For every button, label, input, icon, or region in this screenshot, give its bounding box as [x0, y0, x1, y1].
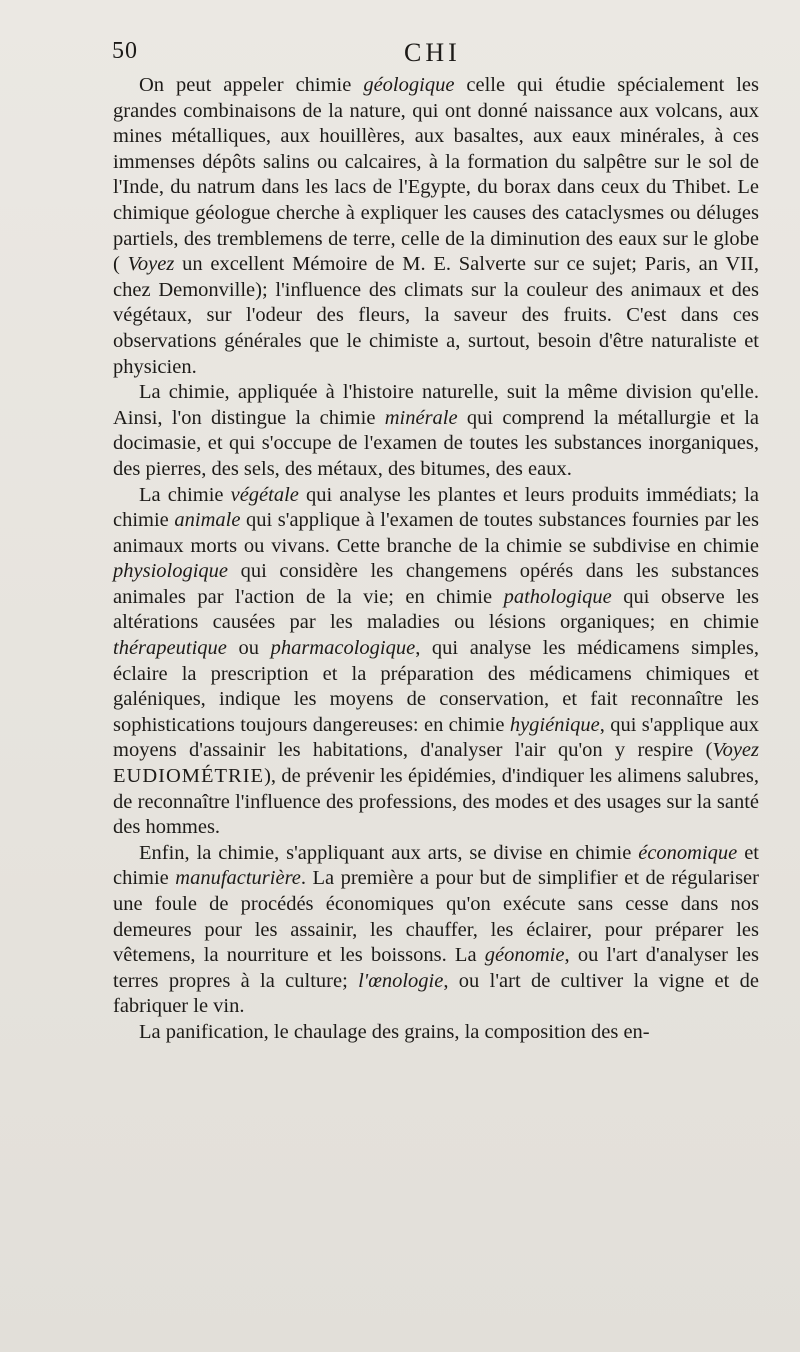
- text-run: . La première a pour but de simplifier et de régulariser une foule de procédés économiques qu'on exécute sans cesse dans nos demeures pour les assainir, les chauffer, les éclairer, pour préparer les vêtemens, la nourriture et les boissons. La: [113, 867, 759, 967]
- italic-term: physiologique: [113, 560, 229, 583]
- small-caps-reference: EUDIOMÉTRIE: [113, 765, 265, 788]
- italic-term: manufacturière: [175, 867, 301, 890]
- running-head: CHI: [404, 38, 461, 67]
- paragraph: [113, 1020, 759, 1046]
- italic-term: l'œnologie: [358, 969, 444, 992]
- text-run: qui comprend la métallurgie et la docimasie, et qui s'occupe de l'examen de toutes les substances inorganiques, des pierres, des sels, des métaux, des bitumes, des eaux.: [113, 406, 759, 480]
- text-run: Enfin, la chimie, s'appliquant aux arts, se divise en chimie: [139, 841, 639, 864]
- italic-term: géologique: [363, 74, 455, 96]
- italic-term: économique: [638, 841, 738, 864]
- italic-term: pathologique: [503, 585, 612, 608]
- text-run: qui observe les altérations causées par les maladies ou lésions organiques; en chimie: [113, 585, 759, 634]
- text-run: un excellent Mémoire de M. E. Salverte sur ce sujet; Paris, an VII, chez Demonville); l'influence des climats sur la couleur des animaux et des végétaux, sur l'odeur des fleurs, la saveur des fruits. C'est dans ces observations générales que le chimiste a, surtout, besoin d'être naturaliste et physicien.: [113, 253, 760, 378]
- italic-term: pharmacologique: [270, 637, 416, 660]
- text-run: , ou l'art de cultiver la vigne et de fabriquer le vin.: [113, 969, 759, 1018]
- italic-term: Voyez: [127, 253, 175, 276]
- text-run: ), de prévenir les épidémies, d'indiquer les alimens salubres, de reconnaître l'influence des professions, des modes et des usages sur la santé des hommes.: [113, 765, 759, 839]
- text-run: On peut appeler chimie: [139, 74, 364, 96]
- text-run: La chimie: [139, 483, 231, 506]
- paragraph: [113, 73, 759, 380]
- text-run: qui analyse les plantes et leurs produits immédiats; la chimie: [113, 483, 759, 532]
- text-run: , ou l'art d'analyser les terres propres à la culture;: [113, 944, 760, 992]
- text-run: celle qui étudie spécialement les grandes combinaisons de la nature, qui ont donné naissance aux volcans, aux mines métalliques, aux houillères, aux basaltes, aux eaux minérales, à ces immenses dépôts salins ou calcaires, à la formation du salpêtre sur le sol de l'Inde, du natrum dans les lacs de l'Egypte, du borax dans ceux du Thibet. Le chimique géologue cherche à expliquer les causes des cataclysmes ou déluges partiels, des tremblemens de terre, celle de la diminution des eaux sur le globe (: [113, 74, 760, 276]
- italic-term: géonomie: [484, 944, 565, 967]
- text-run: , qui analyse les médicamens simples, éclaire la prescription et la préparation des médicamens chimiques et galéniques, indique les moyens de conservation, et fait reconnaître les sophistications toujours dangereuses: en chimie: [113, 637, 759, 736]
- italic-term: minérale: [384, 406, 458, 429]
- text-run: ou: [226, 637, 271, 660]
- italic-term: thérapeutique: [113, 637, 227, 660]
- paragraph: [113, 483, 759, 841]
- italic-term: hygiénique: [509, 713, 600, 736]
- italic-term: animale: [174, 509, 241, 532]
- text-run: La panification, le chaulage des grains, la composition des en-: [139, 1020, 650, 1043]
- body-text: [113, 73, 759, 1046]
- text-run: et chimie: [113, 841, 759, 890]
- page-header: [112, 38, 768, 72]
- text-run: qui s'applique à l'examen de toutes substances fournies par les animaux morts ou vivans. Cette branche de la chimie se subdivise en chimie: [113, 509, 759, 557]
- text-run: , qui s'applique aux moyens d'assainir les habitations, d'analyser l'air qu'on y respire (: [113, 713, 759, 762]
- text-run: qui considère les changemens opérés dans les substances animales par l'action de la vie; en chimie: [113, 560, 759, 608]
- text-run: La chimie, appliquée à l'histoire naturelle, suit la même division qu'elle. Ainsi, l'on distingue la chimie: [113, 381, 759, 429]
- page-number: 50: [112, 38, 138, 64]
- paragraph: [113, 841, 759, 1020]
- paragraph: [113, 380, 759, 482]
- italic-term: Voyez: [712, 739, 759, 762]
- italic-term: végétale: [230, 483, 299, 506]
